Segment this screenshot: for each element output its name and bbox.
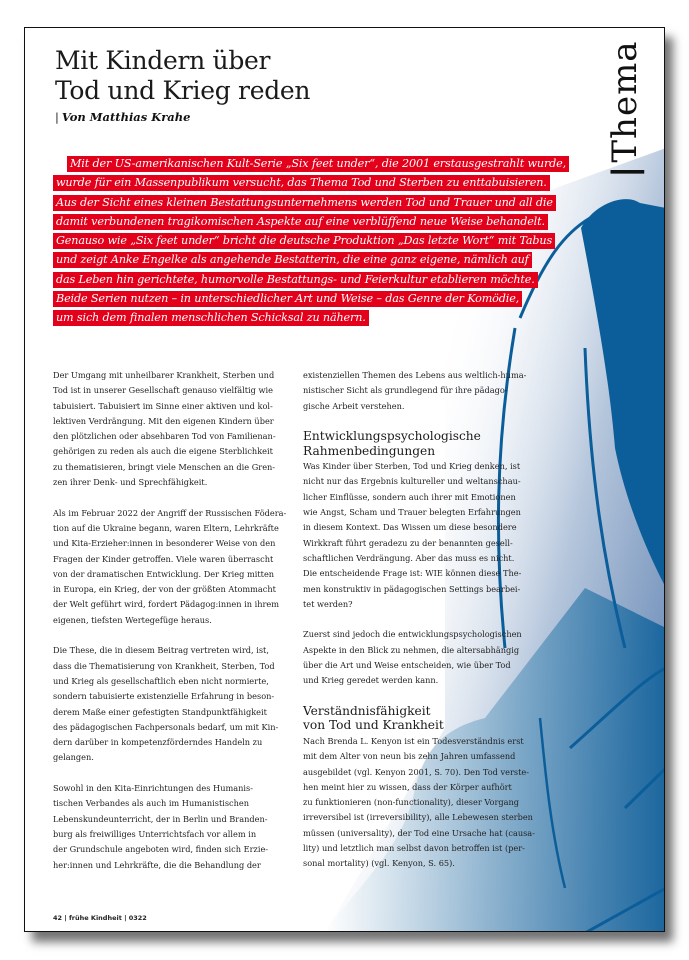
text-line: wie Angst, Scham und Trauer belegten Erfahrungen (303, 507, 521, 518)
text-line: zu funktionieren (non-functionality), dieser Vorgang (303, 797, 519, 808)
lead-line: um sich dem finalen menschlichen Schicksal zu nähern. (53, 310, 369, 326)
text-line: men konstruktiv in pädagogischen Settings bearbei- (303, 583, 521, 594)
text-line: gelangen. (53, 752, 94, 763)
text-line: her:innen und Lehrkräfte, die die Behandlung der (53, 859, 261, 870)
text-line: hen meint hier zu wissen, dass der Körper aufhört (303, 781, 512, 792)
text-line: tischen Verbandes als auch im Humanistischen (53, 798, 250, 809)
text-line: müssen (universality), der Tod eine Ursache hat (causa- (303, 827, 535, 838)
body-paragraph (303, 627, 545, 688)
text-line: gehörigen zu reden als auch die eigene Sterblichkeit (53, 446, 273, 457)
text-line: sondern tabuisierte existenzielle Erfahrung in beson- (53, 691, 275, 702)
lead-paragraph (53, 154, 567, 328)
heading-line: Entwicklungspsychologische (303, 429, 481, 444)
text-line: und Krieg geredet werden kann. (303, 675, 439, 686)
text-line: tabuisiert. Tabuisiert im Sinne einer aktiven und kol- (53, 400, 273, 411)
body-paragraph (53, 781, 295, 873)
text-line: tion auf die Ukraine begann, waren Eltern, Lehrkräfte (53, 522, 279, 533)
text-line: derem Maße einer gefestigten Standpunktfähigkeit (53, 706, 267, 717)
text-line: Der Umgang mit unheilbarer Krankheit, Sterben und (53, 370, 275, 380)
text-line: sonal mortality) (vgl. Kenyon, S. 65). (303, 858, 455, 869)
text-line: licher Einflüsse, sondern auch ihrer mit Emotionen (303, 491, 516, 502)
text-line: ausgebildet (vgl. Kenyon 2001, S. 70). Den Tod verste- (303, 766, 529, 777)
byline-divider: | (55, 110, 59, 124)
text-line: und Kita-Erzieher:innen in besonderer Weise von den (53, 538, 276, 549)
text-line: schaftlichen Verdrängung. Aber das muss es nicht. (303, 552, 515, 563)
body-paragraph (53, 368, 295, 490)
lead-line: damit verbundenen tragikomischen Aspekte auf eine verblüffend neue Weise behandelt. (53, 214, 548, 230)
lead-line: Beide Serien nutzen – in unterschiedlicher Art und Weise – das Genre der Komödie, (53, 291, 522, 307)
text-line: Als im Februar 2022 der Angriff der Russischen Födera- (53, 507, 287, 518)
text-line: tet werden? (303, 598, 353, 609)
body-paragraph (303, 368, 545, 414)
text-line: der Grundschule angeboten wird, finden sich Erzie- (53, 844, 269, 855)
text-line: Aspekte in den Blick zu nehmen, die altersabhängig (303, 644, 520, 655)
text-line: Tod ist in unserer Gesellschaft genauso vielfältig wie (53, 385, 273, 396)
lead-line: und zeigt Anke Engelke als angehende Bestatterin, die eine ganz eigene, nämlich auf (53, 252, 532, 268)
text-line: Was Kinder über Sterben, Tod und Krieg denken, ist (303, 461, 521, 472)
text-line: in Europa, ein Krieg, der von der größten Atommacht (53, 584, 276, 595)
body-paragraph (53, 643, 295, 765)
text-line: Fragen der Kinder getroffen. Viele waren überrascht (53, 553, 274, 564)
text-line: eigenen, tiefsten Wertegefüge heraus. (53, 614, 212, 625)
lead-line: Aus der Sicht eines kleinen Bestattungsunternehmens werden Tod und Trauer und all die (53, 195, 556, 211)
byline (55, 110, 190, 124)
author-name: Von Matthias Krahe (61, 110, 191, 124)
text-line: den plötzlichen oder absehbaren Tod von Familienan- (53, 431, 276, 442)
text-line: über die Art und Weise entscheiden, wie über Tod (303, 660, 511, 671)
text-line: Zuerst sind jedoch die entwicklungspsychologischen (303, 629, 522, 640)
section-label (605, 40, 645, 178)
text-line: mit dem Alter von neun bis zehn Jahren umfassend (303, 751, 516, 762)
text-line: zen ihrer Denk- und Sprechfähigkeit. (53, 477, 208, 488)
text-line: und Krieg als gesellschaftlich eben nicht normierte, (53, 675, 269, 686)
text-line: gische Arbeit verstehen. (303, 400, 405, 411)
lead-line: das Leben hin gerichtete, humorvolle Bestattungs- und Feierkultur etablieren möchte. (53, 272, 538, 288)
text-line: zu thematisieren, bringt viele Menschen an die Gren- (53, 461, 276, 472)
magazine-page (24, 27, 665, 932)
right-column (303, 368, 545, 887)
text-line: nicht nur das Ergebnis kultureller und weltanschau- (303, 476, 521, 487)
text-line: des pädagogischen Fachpersonals bedarf, um mit Kin- (53, 721, 279, 732)
text-line: existenziellen Themen des Lebens aus weltlich-huma- (303, 370, 527, 380)
text-line: lektiven Verdrängung. Mit den eigenen Kindern über (53, 415, 274, 426)
left-column (53, 368, 295, 888)
text-line: dern darüber in kompetenzförderndes Handeln zu (53, 737, 263, 748)
text-line: dass die Thematisierung von Krankheit, Sterben, Tod (53, 660, 275, 671)
text-line: Wirkkraft führt geradezu zu der benannten gesell- (303, 537, 513, 548)
text-line: in diesem Kontext. Das Wissen um diese besondere (303, 522, 517, 533)
lead-line: Genauso wie „Six feet under“ bricht die deutsche Produktion „Das letzte Wort“ mit Tabus (53, 233, 555, 249)
heading-line: Rahmenbedingungen (303, 443, 436, 458)
body-paragraph (303, 734, 545, 872)
text-line: lity) und letztlich man selbst davon betroffen ist (per- (303, 843, 525, 854)
text-line: Nach Brenda L. Kenyon ist ein Todesverständnis erst (303, 735, 524, 746)
article-title (55, 46, 435, 106)
text-line: Lebenskundeunterricht, der in Berlin und Branden- (53, 813, 268, 824)
body-paragraph (53, 506, 295, 628)
text-line: burg als freiwilliges Unterrichtsfach vor allem in (53, 828, 257, 839)
text-line: Die These, die in diesem Beitrag vertreten wird, ist, (53, 645, 269, 656)
text-line: von der dramatischen Entwicklung. Der Krieg mitten (53, 568, 275, 579)
title-line-1: Mit Kindern über (55, 46, 271, 75)
section-divider: | (605, 164, 645, 178)
heading-line: von Tod und Krankheit (303, 718, 444, 733)
text-line: Sowohl in den Kita-Einrichtungen des Humanis- (53, 783, 253, 794)
section-heading-development (303, 429, 545, 458)
body-paragraph (303, 459, 545, 612)
text-line: der Welt geführt wird, fordert Pädagog:innen in ihrem (53, 599, 280, 610)
section-label-text: Thema (605, 40, 645, 163)
page-footer: 42 | frühe Kindheit | 0322 (53, 914, 147, 922)
section-heading-understanding (303, 704, 545, 733)
heading-line: Verständnisfähigkeit (303, 703, 431, 718)
title-line-2: Tod und Krieg reden (55, 76, 311, 105)
text-line: nistischer Sicht als grundlegend für ihre pädago- (303, 385, 508, 396)
lead-line: Mit der US-amerikanischen Kult-Serie „Six feet under“, die 2001 erstausgestrahlt wurde, (67, 156, 569, 172)
text-line: Die entscheidende Frage ist: WIE können diese The- (303, 568, 522, 579)
lead-line: wurde für ein Massenpublikum versucht, das Thema Tod und Sterben zu enttabuisieren. (53, 175, 550, 191)
text-line: irreversibel ist (irreversibility), alle Lebewesen sterben (303, 812, 533, 823)
page-content (25, 28, 664, 931)
